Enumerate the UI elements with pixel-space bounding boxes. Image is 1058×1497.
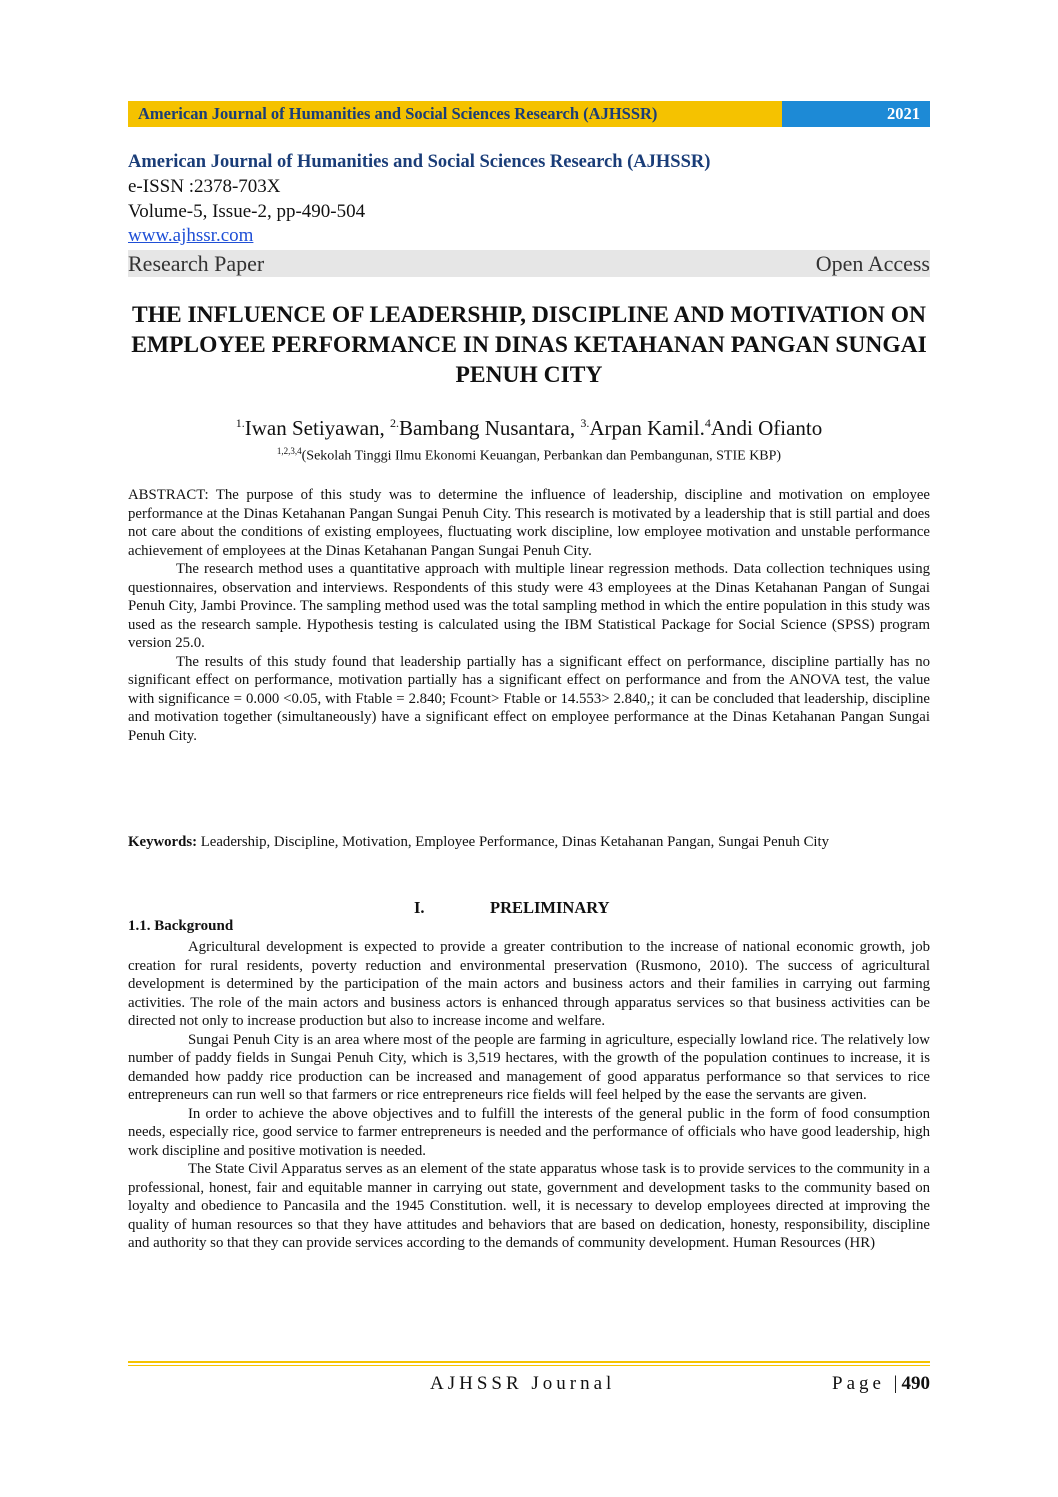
body-paragraph: Agricultural development is expected to provide a greater contribution to the increase of national economic growth, job creation for rural residents, poverty reduction and environmental preservation (Rusmono, 2010). The success of agricultural development is determined by the participation of the main actors and business actors and their families in carrying out farming activities. The role of the main actors and business actors is enhanced through apparatus services so that business activities can be directed not only to increase production but also to increase income and welfare. [128, 939, 930, 1029]
page-label: Page | [832, 1373, 902, 1394]
keywords [128, 833, 930, 852]
abstract-paragraph: The research method uses a quantitative approach with multiple linear regression methods. Data collection techniques using questionnaires, observation and interviews. Respondents of this study were 43 employees at the Dinas Ketahanan Pangan of Sungai Penuh City, Jambi Province. The sampling method used was the total sampling method in which the entire population in this study was used as the research sample. Hypothesis testing is calculated using the IBM Statistical Package for Social Science (SPSS) program version 25.0. [128, 561, 930, 651]
affiliation [128, 446, 930, 465]
affiliation-text: (Sekolah Tinggi Ilmu Ekonomi Keuangan, Perbankan dan Pembangunan, STIE KBP) [301, 448, 782, 464]
volume-info: Volume-5, Issue-2, pp-490-504 [128, 201, 366, 222]
journal-title: American Journal of Humanities and Social Sciences Research (AJHSSR) [128, 152, 711, 172]
affiliation-sup: 1,2,3,4 [276, 446, 302, 456]
issn: e-ISSN :2378-703X [128, 176, 281, 197]
body-paragraph: Sungai Penuh City is an area where most of the people are farming in agriculture, especially lowland rice. The relatively low number of paddy fields in Sungai Penuh City, which is 3,519 hectares, with the growth of the population continues to increase, it is demanded how paddy rice production can be increased and management of good apparatus performance so that services to rice entrepreneurs can run well so that farmers or rice entrepreneurs rice fields will feel helped by the ease the servants are given. [128, 1031, 930, 1103]
author-list [128, 416, 930, 441]
footer-journal: AJHSSR Journal [430, 1373, 616, 1394]
intro-text [128, 938, 930, 1253]
header-year: 2021 [887, 104, 920, 123]
header-journal-name: American Journal of Humanities and Social Sciences Research (AJHSSR) [138, 104, 658, 123]
paper-title: THE INFLUENCE OF LEADERSHIP, DISCIPLINE AND MOTIVATION ON EMPLOYEE PERFORMANCE IN DINAS KETAHANAN PANGAN SUNGAI PENUH CITY [131, 302, 927, 388]
body-paragraph: The State Civil Apparatus serves as an element of the state apparatus whose task is to provide services to the community in a professional, honest, fair and equitable manner in carrying out state, government and development tasks to the community based on loyalty and obedience to Pancasila and the 1945 Constitution. well, it is necessary to develop employees directed at improving the quality of human resources so that they have attitudes and behaviors that are based on dedication, honesty, responsibility, discipline and authority so that they can provide services according to the demands of community development. Human Resources (HR) [128, 1161, 930, 1251]
author-name: Andi Ofianto [710, 416, 823, 440]
abstract [128, 486, 930, 745]
keywords-text: Leadership, Discipline, Motivation, Employee Performance, Dinas Ketahanan Pangan, Sungai Penuh City [197, 834, 830, 850]
website-link[interactable]: www.ajhssr.com [128, 225, 254, 246]
author-name: Iwan Setiyawan, [244, 416, 390, 440]
author-sup: 1. [235, 416, 245, 430]
footer-rule [128, 1361, 930, 1363]
author-name: Bambang Nusantara, [398, 416, 581, 440]
paper-type: Research Paper [128, 251, 265, 276]
footer-rule [128, 1365, 930, 1366]
keywords-label: Keywords: [128, 834, 198, 850]
author-name: Arpan Kamil. [589, 416, 705, 440]
section-number: I. [414, 898, 425, 917]
page-number: 490 [901, 1373, 930, 1394]
abstract-paragraph: ABSTRACT: The purpose of this study was to determine the influence of leadership, discipline and motivation on employee performance at the Dinas Ketahanan Pangan Sungai Penuh City. This research is motivated by a leadership that is still partial and does not care about the conditions of existing employees, fluctuating work discipline, low employee motivation and unstable performance achievement of employees at the Dinas Ketahanan Pangan Sungai Penuh City. [128, 487, 930, 559]
section-title: PRELIMINARY [490, 898, 610, 917]
author-sup: 2. [389, 416, 399, 430]
author-sup: 4 [704, 416, 711, 430]
author-sup: 3. [580, 416, 590, 430]
body-paragraph: In order to achieve the above objectives and to fulfill the interests of the general public in the form of food consumption needs, especially rice, good service to farmer entrepreneurs is needed and the performance of officials who have good leadership, high work discipline and positive motivation is needed. [128, 1105, 930, 1159]
access-type: Open Access [815, 251, 930, 276]
footer-page [790, 1373, 930, 1395]
subsection-heading: 1.1. Background [128, 918, 234, 934]
abstract-paragraph: The results of this study found that leadership partially has a significant effect on performance, discipline partially has no significant effect on performance, motivation partially has a significant effect on performance and from the ANOVA test, the value with significance = 0.000 <0.05, with Ftable = 2.840; Fcount> Ftable or 14.553> 2.840,; it can be concluded that leadership, discipline and motivation together (simultaneously) have a significant effect on employee performance at the Dinas Ketahanan Pangan Sungai Penuh City. [128, 653, 930, 744]
